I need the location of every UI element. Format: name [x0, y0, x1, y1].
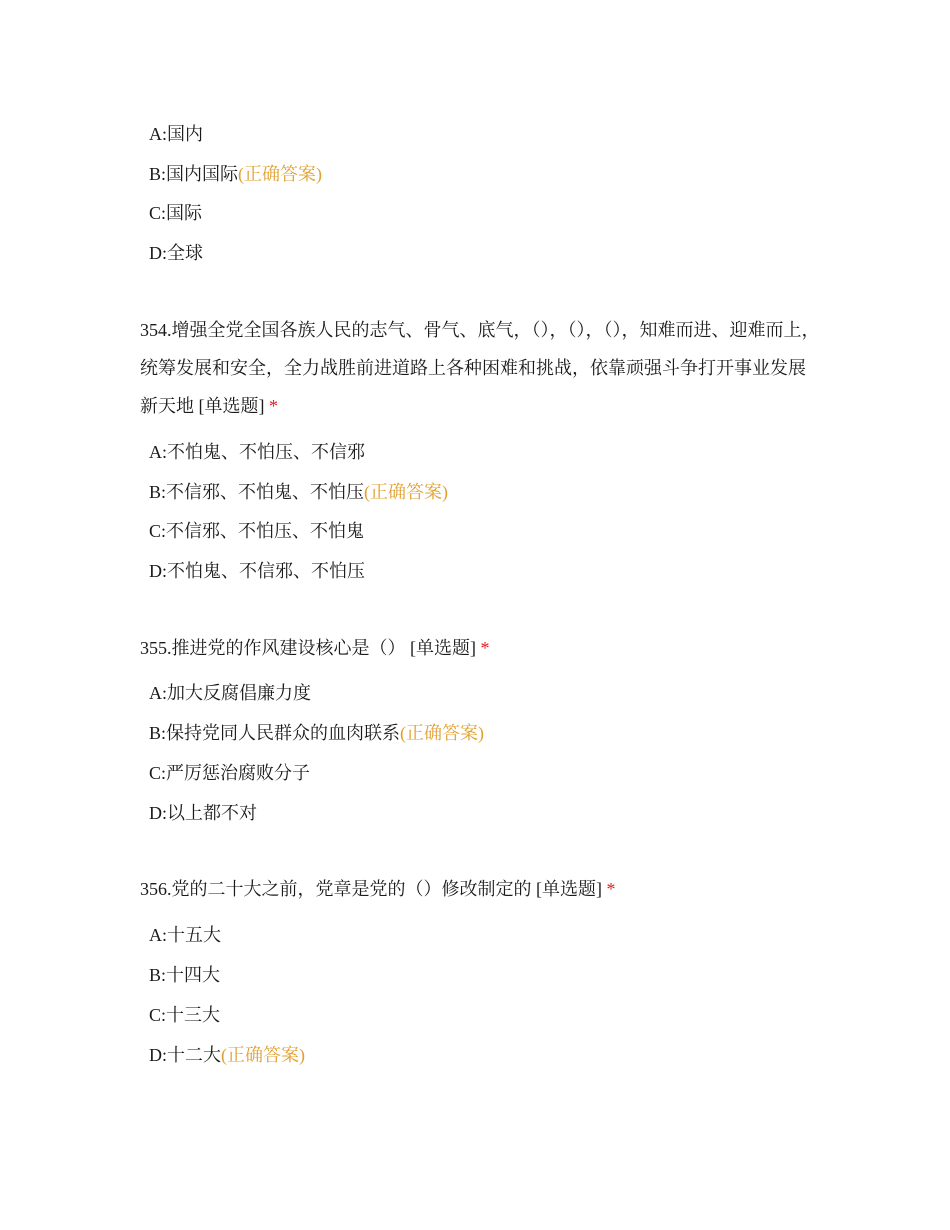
- option-text: D:以上都不对: [149, 803, 257, 823]
- required-marker: *: [606, 879, 616, 899]
- option-text: B:国内国际: [149, 164, 239, 184]
- option-text: A:十五大: [149, 925, 221, 945]
- option-d: [149, 801, 257, 825]
- question-text: [140, 311, 820, 425]
- option-c: [149, 761, 310, 785]
- correct-answer-label: (正确答案): [364, 482, 449, 502]
- question-text: [140, 870, 820, 908]
- option-d: [149, 241, 203, 265]
- option-text: B:十四大: [149, 965, 221, 985]
- option-a: [149, 681, 311, 705]
- option-b: [149, 963, 220, 987]
- option-b: [149, 480, 448, 504]
- question-stem: 355.推进党的作风建设核心是（） [单选题]: [140, 638, 476, 658]
- option-b: [149, 162, 322, 186]
- option-a: [149, 122, 203, 146]
- option-text: D:全球: [149, 243, 203, 263]
- option-c: [149, 519, 364, 543]
- required-marker: *: [480, 638, 490, 658]
- correct-answer-label: (正确答案): [400, 723, 485, 743]
- option-b: [149, 721, 484, 745]
- option-text: A:国内: [149, 124, 203, 144]
- option-text: D:十二大: [149, 1045, 221, 1065]
- option-text: B:保持党同人民群众的血肉联系: [149, 723, 401, 743]
- option-text: C:十三大: [149, 1005, 221, 1025]
- option-d: [149, 559, 365, 583]
- option-text: C:不信邪、不怕压、不怕鬼: [149, 521, 365, 541]
- correct-answer-label: (正确答案): [238, 164, 323, 184]
- required-marker: *: [269, 396, 278, 416]
- question-stem: 354.增强全党全国各族人民的志气、骨气、底气，（），（），（），知难而进、迎难而上，统筹发展和安全，全力战胜前进道路上各种困难和挑战，依靠顽强斗争打开事业发展新天地 [单选题]: [140, 320, 820, 416]
- option-d: [149, 1043, 305, 1067]
- option-text: C:严厉惩治腐败分子: [149, 763, 311, 783]
- option-a: [149, 440, 365, 464]
- option-c: [149, 201, 202, 225]
- option-a: [149, 923, 221, 947]
- option-c: [149, 1003, 220, 1027]
- option-text: C:国际: [149, 203, 203, 223]
- option-text: A:不怕鬼、不怕压、不信邪: [149, 442, 365, 462]
- question-text: [140, 629, 820, 667]
- option-text: B:不信邪、不怕鬼、不怕压: [149, 482, 365, 502]
- option-text: D:不怕鬼、不信邪、不怕压: [149, 561, 365, 581]
- question-stem: 356.党的二十大之前，党章是党的（）修改制定的 [单选题]: [140, 879, 602, 899]
- correct-answer-label: (正确答案): [221, 1045, 305, 1065]
- option-text: A:加大反腐倡廉力度: [149, 683, 311, 703]
